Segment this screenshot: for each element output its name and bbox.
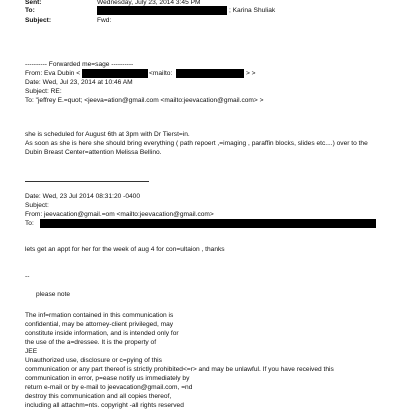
earlier-from: From: jeevacation@gmail.=om <mailto:jeevacation@gmail.com> xyxy=(25,211,214,218)
forwarded-from-label: From: Eva Dubin < xyxy=(25,70,81,77)
notice-line: communication in error, p=ease notify us immediately by xyxy=(25,375,190,382)
sent-value: Wednesday, July 23, 2014 3:45 PM xyxy=(97,0,201,6)
separator-rule xyxy=(25,181,149,182)
body-line: she is scheduled for August 6th at 3pm with Dr Tierst=in. xyxy=(25,131,190,138)
subject-label: Subject: xyxy=(25,17,52,24)
redaction-bar xyxy=(97,6,227,15)
forwarded-from-end: > > xyxy=(246,70,256,77)
forwarded-to: To: "jeffrey E.=quot; <jeeva=ation@gmail.com <mailto:jeevacation@gmail.com> > xyxy=(25,97,264,104)
earlier-subject: Subject: xyxy=(25,202,49,209)
earlier-date: Date: Wed, 23 Jul 2014 08:31:20 -0400 xyxy=(25,193,140,200)
to-label: To: xyxy=(25,7,35,14)
body-line: As soon as she is here she should bring everything ( path repoert ,=imaging , paraffin blocks, slides etc....) over to the xyxy=(25,140,368,147)
notice-line: The inf=rmation contained in this communication is xyxy=(25,312,174,319)
subject-value: Fwd: xyxy=(97,17,112,24)
redaction-bar xyxy=(176,69,244,78)
body-line: Dubin Breast Center=attention Melissa Bellino. xyxy=(25,149,162,156)
please-note: please note xyxy=(36,291,71,298)
to-value: ; Karina Shuliak xyxy=(229,7,276,14)
forwarded-date: Date: Wed, Jul 23, 2014 at 10:46 AM xyxy=(25,79,133,86)
notice-line: Unauthorized use, disclosure or c=pying of this xyxy=(25,357,162,364)
forwarded-marker: ---------- Forwarded me=sage ---------- xyxy=(25,61,134,68)
earlier-to: To: xyxy=(25,220,34,227)
notice-line: destroy this communication and all copies thereof, xyxy=(25,393,172,400)
sent-label: Sent: xyxy=(25,0,42,6)
notice-line: constitute inside information, and is intended only for xyxy=(25,330,179,337)
forwarded-from-mailto: <mailto: xyxy=(149,70,173,77)
notice-line: including all attachm=nts. copyright -all rights reserved xyxy=(25,402,184,409)
redaction-bar xyxy=(82,69,148,78)
notice-line: return e-mail or by e-mail to jeevacation@gmail.com, =nd xyxy=(25,384,193,391)
forwarded-subject: Subject: RE: xyxy=(25,88,62,95)
notice-line: communication or any part thereof is strictly prohibited<=r> and may be unlawful. If you have received this xyxy=(25,366,334,373)
redaction-bar xyxy=(40,219,376,228)
request-line: lets get an appt for her for the week of aug 4 for con=ultaion , thanks xyxy=(25,246,225,253)
signature-dashes: -- xyxy=(25,273,30,280)
notice-line: JEE xyxy=(25,348,38,355)
notice-line: confidential, may be attorney-client privileged, may xyxy=(25,321,174,328)
notice-line: the use of the a=dressee. It is the property of xyxy=(25,339,157,346)
